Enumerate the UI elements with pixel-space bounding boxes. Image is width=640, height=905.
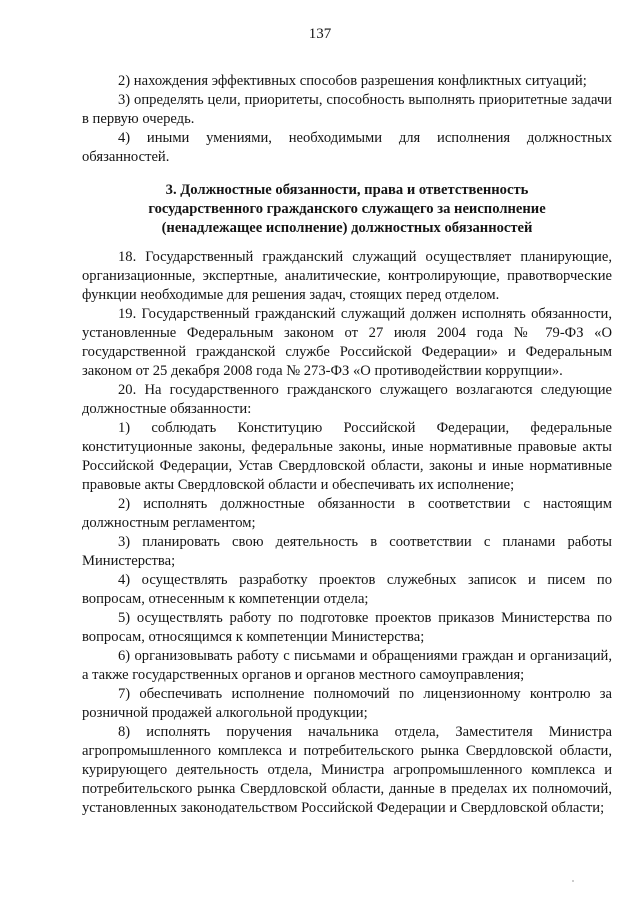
main-paragraphs: [82, 248, 612, 818]
paragraph-item-3: 3) определять цели, приоритеты, способность выполнять приоритетные задачи в первую очередь.: [82, 92, 612, 127]
duty-item-1: 1) соблюдать Конституцию Российской Федерации, федеральные конституционные законы, федеральные законы, иные нормативные правовые акты Российской Федерации, Устав Свердловской области, законы и иные нормативные правовые акты Свердловской области и обеспечивать их исполнение;: [82, 420, 612, 493]
paragraph-20: 20. На государственного гражданского служащего возлагаются следующие должностные обязанности:: [82, 382, 612, 417]
duty-item-3: 3) планировать свою деятельность в соответствии с планами работы Министерства;: [82, 534, 612, 569]
paragraph-item-2: 2) нахождения эффективных способов разрешения конфликтных ситуаций;: [118, 73, 587, 89]
duty-item-2: 2) исполнять должностные обязанности в соответствии с настоящим должностным регламентом;: [82, 496, 612, 531]
paragraph-19: 19. Государственный гражданский служащий должен исполнять обязанности, установленные Федеральным законом от 27 июля 2004 года № 79-ФЗ «О государственной гражданской службе Российской Федерации» и Федеральным законом от 25 декабря 2008 года № 273-ФЗ «О противодействии коррупции».: [82, 306, 612, 379]
section-heading-line: 3. Должностные обязанности, права и ответственность: [165, 182, 529, 198]
section-heading: [82, 181, 612, 238]
section-heading-line: государственного гражданского служащего за неисполнение: [148, 201, 546, 217]
scan-speck: [572, 880, 574, 882]
duty-item-6: 6) организовывать работу с письмами и обращениями граждан и организаций, а также государственных органов и органов местного самоуправления;: [82, 648, 612, 683]
top-paragraphs: [82, 72, 612, 167]
section-heading-line: (ненадлежащее исполнение) должностных обязанностей: [161, 220, 533, 236]
duty-item-5: 5) осуществлять работу по подготовке проектов приказов Министерства по вопросам, относящимся к компетенции Министерства;: [82, 610, 612, 645]
page-number: 137: [308, 26, 332, 42]
duty-item-8: 8) исполнять поручения начальника отдела, Заместителя Министра агропромышленного комплекса и потребительского рынка Свердловской области, курирующего деятельность отдела, Министра агропромышленного комплекса и потребительского рынка Свердловской области, данные в пределах их полномочий, установленных законодательством Российской Федерации и Свердловской области;: [82, 724, 612, 816]
paragraph-item-4: 4) иными умениями, необходимыми для исполнения должностных обязанностей.: [82, 130, 612, 165]
duty-item-7: 7) обеспечивать исполнение полномочий по лицензионному контролю за розничной продажей алкогольной продукции;: [82, 686, 612, 721]
duty-item-4: 4) осуществлять разработку проектов служебных записок и писем по вопросам, отнесенным к компетенции отдела;: [82, 572, 612, 607]
paragraph-18: 18. Государственный гражданский служащий осуществляет планирующие, организационные, экспертные, аналитические, контролирующие, правотворческие функции необходимые для решения задач, стоящих перед отделом.: [82, 249, 612, 303]
